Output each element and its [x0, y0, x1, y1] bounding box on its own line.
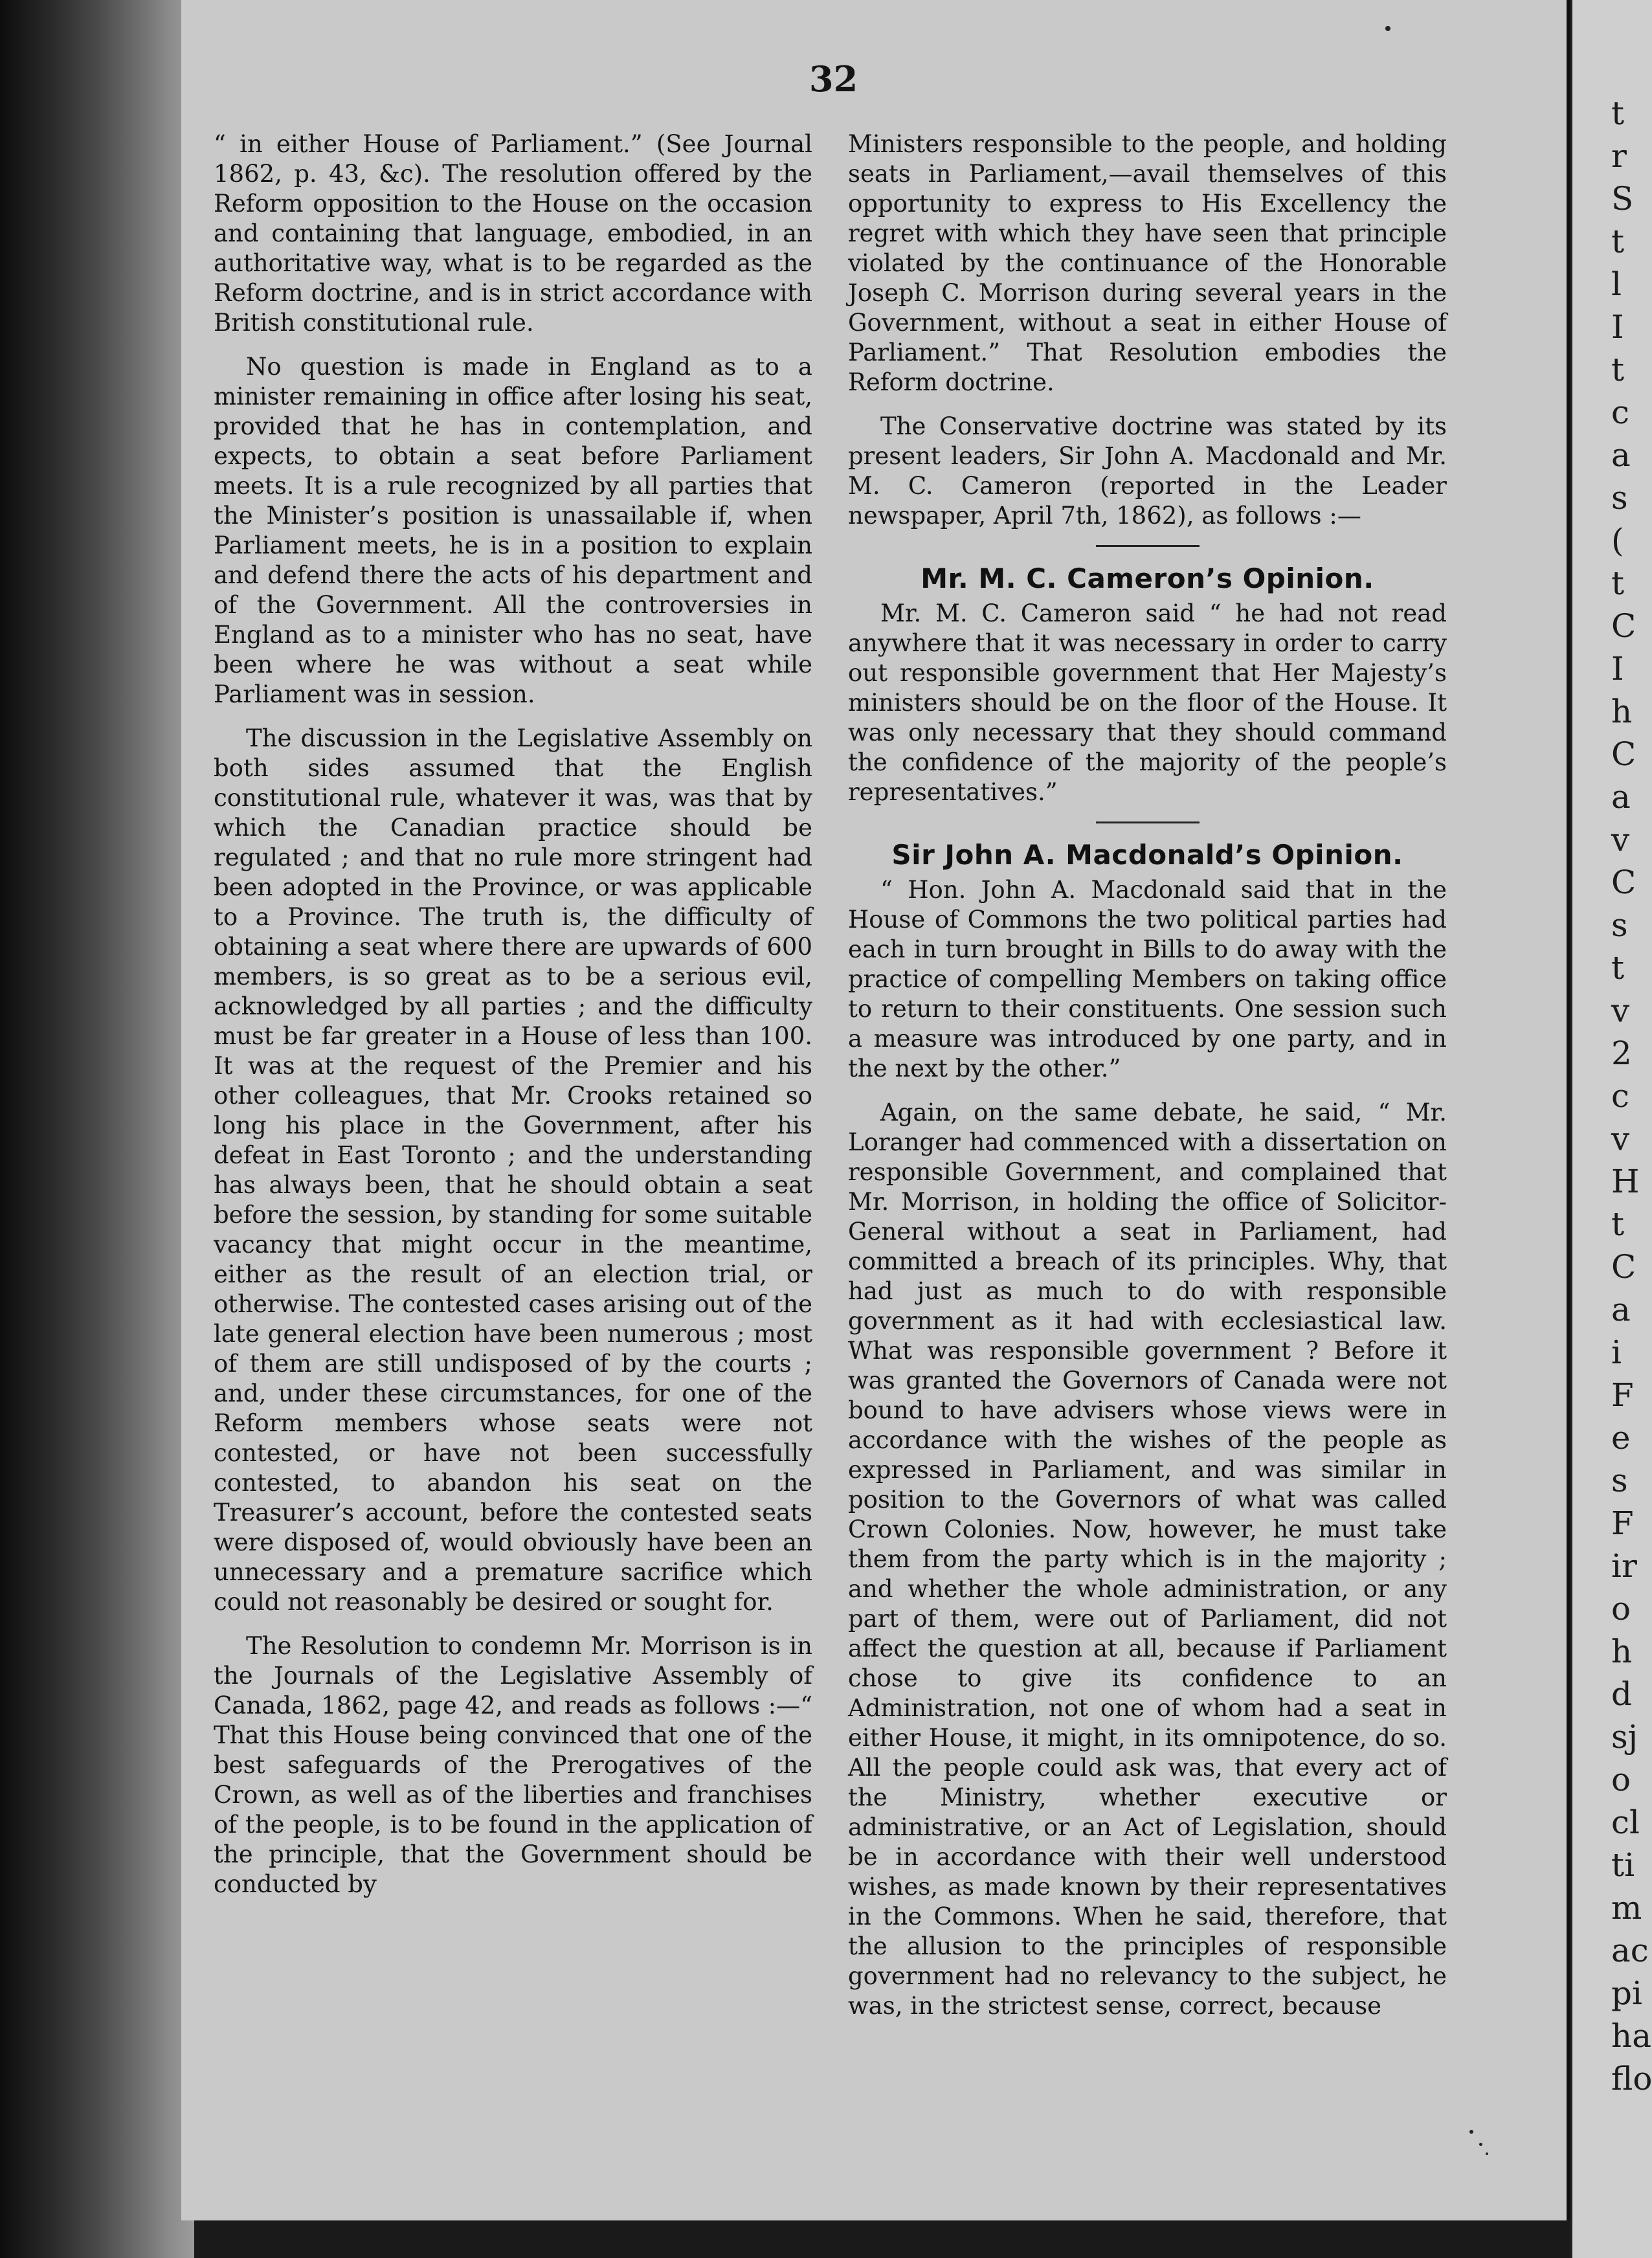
edge-letter: t: [1611, 949, 1625, 987]
page-number: 32: [809, 58, 858, 100]
edge-letter: C: [1611, 864, 1636, 901]
book-binding: [0, 0, 194, 2258]
edge-letter: v: [1611, 821, 1630, 858]
left-paragraph-4: The Resolution to condemn Mr. Morrison is in the Journals of the Legislative Assembly of Canada, 1862, page 42, and reads as follows :—“ That this House being convinced that one of the best safeguards of the Prerogatives of the Crown, as well as of the liberties and franchises of the people, is to be found in the application of the principle, that the Government should be conducted by: [214, 1632, 812, 1898]
cameron-opinion-heading: Mr. M. C. Cameron’s Opinion.: [921, 563, 1374, 594]
edge-letter: i: [1611, 1334, 1622, 1371]
edge-letter: l: [1611, 265, 1622, 303]
edge-letter: m: [1611, 1889, 1642, 1927]
edge-letter: C: [1611, 607, 1636, 645]
ink-speck: [1479, 2143, 1482, 2146]
edge-letter: pi: [1611, 1974, 1642, 2012]
edge-letter: ha: [1611, 2017, 1652, 2055]
macdonald-opinion-text-1: “ Hon. John A. Macdonald said that in the House of Commons the two political parties had each in turn brought in Bills to do away with the practice of compelling Members on taking office to return to their constituents. One session such a measure was introduced by one party, and in the next by the other.”: [848, 876, 1447, 1082]
edge-letter: o: [1611, 1761, 1631, 1798]
edge-letter: ir: [1611, 1547, 1637, 1585]
left-column: [214, 129, 812, 1914]
macdonald-opinion-text-2: Again, on the same debate, he said, “ Mr. Loranger had commenced with a dissertation on responsible Government, and complained that Mr. Morrison, in holding the office of Solicitor-General without a seat in Parliament, had committed a breach of its principles. Why, that had just as much to do with responsible government as it had with ecclesiastical law. What was responsible government ? Before it was granted the Governors of Canada were not bound to have advisers whose views were in accordance with the wishes of the people as expressed in Parliament, and was similar in position to the Governors of what was called Crown Colonies. Now, however, he must take them from the party which is in the majority ; and whether the whole administration, or any part of them, were out of Parliament, did not affect the question at all, because if Parliament chose to give its confidence to an Administration, not one of whom had a seat in either House, it might, in its omnipotence, do so. All the people could ask was, that every act of the Ministry, whether executive or administrative, or an Act of Legislation, should be in accordance with their well understood wishes, as made known by their representatives in the Commons. When he said, therefore, that the allusion to the principles of responsible government had no relevancy to the subject, he was, in the strictest sense, correct, because: [848, 1099, 1447, 2020]
edge-letter: C: [1611, 1248, 1636, 1286]
section-divider: [1096, 545, 1200, 547]
edge-letter: ac: [1611, 1932, 1649, 1969]
edge-letter: F: [1611, 1376, 1634, 1414]
edge-letter: t: [1611, 223, 1625, 260]
edge-letter: h: [1611, 1633, 1633, 1670]
edge-letter: c: [1611, 394, 1630, 431]
macdonald-opinion-heading: Sir John A. Macdonald’s Opinion.: [891, 839, 1403, 871]
edge-letter: S: [1611, 180, 1634, 218]
ink-speck: [1385, 26, 1390, 31]
right-column: [848, 129, 1447, 2035]
ink-speck: [1469, 2130, 1473, 2134]
edge-letter: s: [1611, 906, 1628, 944]
edge-letter: t: [1611, 564, 1625, 602]
edge-letter: e: [1611, 1419, 1631, 1457]
edge-letter: s: [1611, 479, 1628, 517]
edge-letter: flo: [1611, 2060, 1652, 2097]
edge-letter: r: [1611, 137, 1627, 175]
edge-letter: F: [1611, 1504, 1634, 1542]
right-paragraph-1: Ministers responsible to the people, and holding seats in Parliament,—avail themselves of this opportunity to express to His Excellency the regret with which they have seen that principle violated by the continuance of the Honorable Joseph C. Morrison during several years in the Government, without a seat in either House of Parliament.” That Resolution embodies the Reform doctrine.: [848, 130, 1447, 396]
right-paragraph-2: The Conservative doctrine was stated by its present leaders, Sir John A. Macdonald and Mr. M. C. Cameron (reported in the Leader newspaper, April 7th, 1862), as follows :—: [848, 412, 1447, 530]
edge-letter: s: [1611, 1462, 1628, 1499]
left-paragraph-1: “ in either House of Parliament.” (See Journal 1862, p. 43, &c). The resolution offered by the Reform opposition to the House on the occasion and containing that language, embodied, in an authoritative way, what is to be regarded as the Reform doctrine, and is in strict accordance with British constitutional rule.: [214, 130, 812, 337]
edge-letter: a: [1611, 1291, 1631, 1328]
section-divider: [1096, 822, 1200, 823]
edge-letter: v: [1611, 992, 1630, 1029]
edge-letter: v: [1611, 1120, 1630, 1157]
cameron-opinion-text: Mr. M. C. Cameron said “ he had not read anywhere that it was necessary in order to carry out responsible government that Her Majesty’s ministers should be on the floor of the House. It was only necessary that they should command the confidence of the majority of the people’s representatives.”: [848, 599, 1447, 806]
left-paragraph-3: The discussion in the Legislative Assembly on both sides assumed that the English constitutional rule, whatever it was, was that by which the Canadian practice should be regulated ; and that no rule more stringent had been adopted in the Province, or was applicable to a Province. The truth is, the difficulty of obtaining a seat where there are upwards of 600 members, is so great as to be a serious evil, acknowledged by all parties ; and the difficulty must be far greater in a House of less than 100. It was at the request of the Premier and his other colleagues, that Mr. Crooks retained so long his place in the Government, after his defeat in East Toronto ; and the understanding has always been, that he should obtain a seat before the session, by standing for some suitable vacancy that might occur in the meantime, either as the result of an election trial, or otherwise. The contested cases arising out of the late general election have been numerous ; most of them are still undisposed of by the courts ; and, under these circumstances, for one of the Reform members whose seats were not contested, or have not been successfully contested, to abandon his seat on the Treasurer’s account, before the contested seats were disposed of, would obviously have been an unnecessary and a premature sacrifice which could not reasonably be desired or sought for.: [214, 724, 812, 1616]
edge-letter: t: [1611, 351, 1625, 388]
edge-letter: t: [1611, 1205, 1625, 1243]
edge-letter: a: [1611, 778, 1631, 816]
edge-letter: H: [1611, 1163, 1640, 1200]
edge-letter: sj: [1611, 1718, 1638, 1756]
edge-letter: c: [1611, 1077, 1630, 1115]
edge-letter: cl: [1611, 1804, 1640, 1841]
edge-letter: h: [1611, 693, 1633, 730]
ink-speck: [1486, 2152, 1488, 2155]
edge-letter: C: [1611, 735, 1636, 773]
edge-letter: t: [1611, 95, 1625, 132]
edge-letter: I: [1611, 308, 1624, 346]
edge-letter: 2: [1611, 1034, 1632, 1072]
left-paragraph-2: No question is made in England as to a minister remaining in office after losing his seat, provided that he has in contemplation, and expects, to obtain a seat before Parliament meets. It is a rule recognized by all parties that the Minister’s position is unassailable if, when Parliament meets, he is in a position to explain and defend there the acts of his department and of the Government. All the controversies in England as to a minister who has no seat, have been where he was without a seat while Parliament was in session.: [214, 353, 812, 708]
edge-letter: o: [1611, 1590, 1631, 1627]
edge-letter: a: [1611, 436, 1631, 474]
edge-letter: d: [1611, 1675, 1633, 1713]
edge-letter: I: [1611, 650, 1624, 687]
adjacent-page-edge: [1570, 0, 1652, 2258]
edge-letter: ti: [1611, 1846, 1635, 1884]
edge-letter: (: [1611, 522, 1624, 559]
